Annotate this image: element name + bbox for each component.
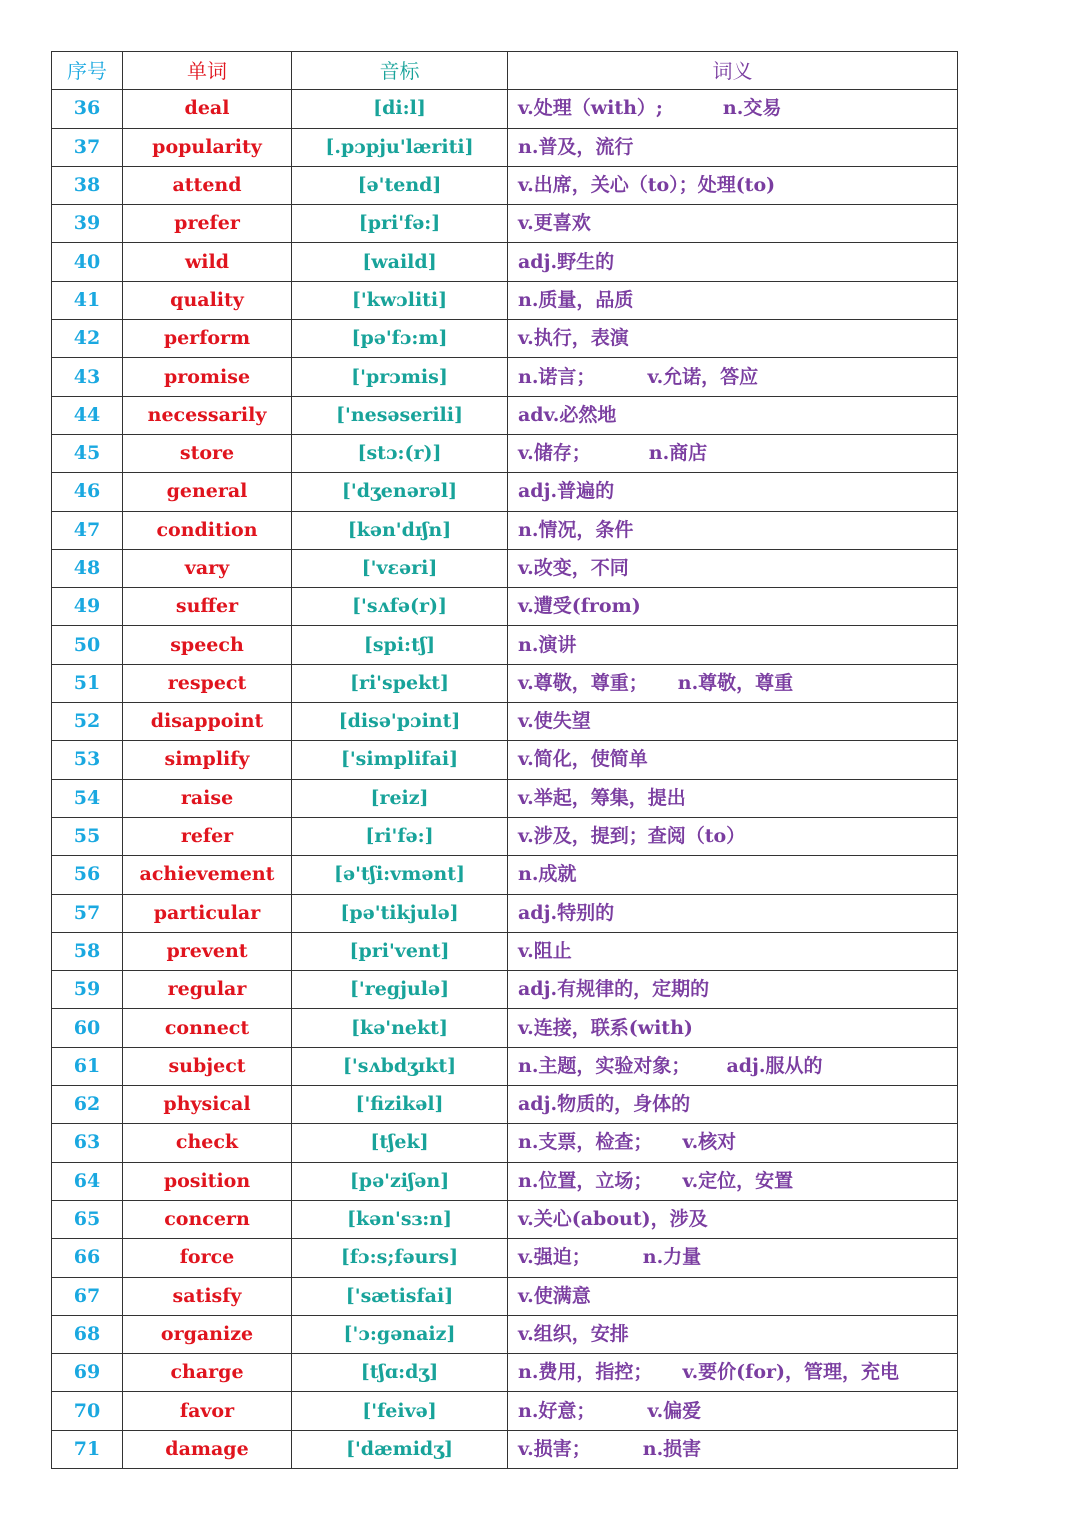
- row-word: perform: [123, 320, 292, 358]
- row-word: promise: [123, 358, 292, 396]
- table-header-row: [52, 52, 958, 90]
- row-word: prevent: [123, 932, 292, 970]
- row-word: respect: [123, 664, 292, 702]
- meaning-primary: n.质量，品质: [518, 288, 634, 311]
- row-number: 71: [52, 1430, 123, 1468]
- row-number: 56: [52, 856, 123, 894]
- row-number: 43: [52, 358, 123, 396]
- table-row: [52, 1354, 958, 1392]
- row-meaning: [508, 90, 958, 128]
- row-word: organize: [123, 1315, 292, 1353]
- table-row: [52, 1086, 958, 1124]
- row-word: favor: [123, 1392, 292, 1430]
- meaning-secondary: v.要价(for)，管理，充电: [682, 1361, 900, 1384]
- meaning-secondary: n.尊敬，尊重: [677, 671, 794, 694]
- row-number: 40: [52, 243, 123, 281]
- row-number: 66: [52, 1239, 123, 1277]
- row-word: connect: [123, 1009, 292, 1047]
- row-phonetic: [stɔ:(r)]: [292, 434, 508, 472]
- row-number: 54: [52, 779, 123, 817]
- table-row: [52, 1124, 958, 1162]
- meaning-primary: v.遭受(from): [518, 595, 641, 618]
- table-row: [52, 1430, 958, 1468]
- meaning-primary: v.举起，筹集，提出: [518, 786, 686, 809]
- table-row: [52, 1200, 958, 1238]
- meaning-primary: v.强迫；: [518, 1246, 591, 1269]
- row-phonetic: ['sʌbdʒɪkt]: [292, 1047, 508, 1085]
- meaning-primary: n.成就: [518, 863, 577, 886]
- table-row: [52, 664, 958, 702]
- row-phonetic: ['ɔ:gənaiz]: [292, 1315, 508, 1353]
- row-phonetic: [pə'fɔ:m]: [292, 320, 508, 358]
- row-phonetic: ['sʌfə(r)]: [292, 588, 508, 626]
- table-row: [52, 473, 958, 511]
- meaning-primary: n.好意；: [518, 1399, 596, 1422]
- row-meaning: [508, 894, 958, 932]
- table-row: [52, 358, 958, 396]
- row-meaning: [508, 1430, 958, 1468]
- meaning-secondary: v.偏爱: [647, 1399, 702, 1422]
- row-number: 37: [52, 128, 123, 166]
- row-meaning: [508, 281, 958, 319]
- row-number: 64: [52, 1162, 123, 1200]
- table-row: [52, 626, 958, 664]
- table-row: [52, 243, 958, 281]
- meaning-primary: n.支票，检查；: [518, 1131, 653, 1154]
- row-phonetic: [ri'spekt]: [292, 664, 508, 702]
- row-phonetic: [pri'vent]: [292, 932, 508, 970]
- table-row: [52, 1277, 958, 1315]
- row-number: 50: [52, 626, 123, 664]
- row-number: 39: [52, 205, 123, 243]
- meaning-primary: adj.野生的: [518, 250, 615, 273]
- row-meaning: [508, 205, 958, 243]
- meaning-primary: n.情况，条件: [518, 518, 634, 541]
- meaning-primary: v.改变，不同: [518, 557, 629, 579]
- row-number: 61: [52, 1047, 123, 1085]
- row-meaning: [508, 1392, 958, 1430]
- row-number: 69: [52, 1354, 123, 1392]
- meaning-primary: v.涉及，提到；查阅（to）: [518, 825, 746, 848]
- row-phonetic: [spi:tʃ]: [292, 626, 508, 664]
- table-row: [52, 1162, 958, 1200]
- row-number: 63: [52, 1124, 123, 1162]
- row-phonetic: [pri'fə:]: [292, 205, 508, 243]
- meaning-primary: n.诺言；: [518, 365, 596, 388]
- row-phonetic: [kən'sɜ:n]: [292, 1200, 508, 1238]
- row-phonetic: ['simplifai]: [292, 741, 508, 779]
- row-word: charge: [123, 1354, 292, 1392]
- meaning-secondary: v.定位，安置: [682, 1169, 794, 1192]
- row-phonetic: ['vɛəri]: [292, 549, 508, 587]
- table-row: [52, 205, 958, 243]
- row-word: deal: [123, 90, 292, 128]
- table-row: [52, 1315, 958, 1353]
- row-meaning: [508, 588, 958, 626]
- row-word: disappoint: [123, 703, 292, 741]
- meaning-primary: v.储存；: [518, 442, 591, 465]
- table-row: [52, 856, 958, 894]
- row-meaning: [508, 243, 958, 281]
- row-phonetic: [kən'dɪʃn]: [292, 511, 508, 549]
- meaning-primary: adj.有规律的，定期的: [518, 978, 710, 1001]
- row-phonetic: [pə'ziʃən]: [292, 1162, 508, 1200]
- row-word: vary: [123, 549, 292, 587]
- row-phonetic: [tʃek]: [292, 1124, 508, 1162]
- row-meaning: [508, 128, 958, 166]
- row-number: 48: [52, 549, 123, 587]
- meaning-primary: adj.物质的，身体的: [518, 1093, 691, 1116]
- row-number: 62: [52, 1086, 123, 1124]
- row-word: position: [123, 1162, 292, 1200]
- row-meaning: [508, 320, 958, 358]
- table-row: [52, 894, 958, 932]
- table-row: [52, 1047, 958, 1085]
- row-number: 57: [52, 894, 123, 932]
- row-word: physical: [123, 1086, 292, 1124]
- row-phonetic: ['dʒenərəl]: [292, 473, 508, 511]
- row-phonetic: ['regjulə]: [292, 971, 508, 1009]
- vocabulary-table: [51, 51, 958, 1469]
- meaning-primary: v.组织，安排: [518, 1322, 629, 1345]
- row-meaning: [508, 473, 958, 511]
- row-meaning: [508, 1009, 958, 1047]
- row-number: 59: [52, 971, 123, 1009]
- table-row: [52, 396, 958, 434]
- row-phonetic: ['kwɔliti]: [292, 281, 508, 319]
- row-word: refer: [123, 817, 292, 855]
- row-number: 52: [52, 703, 123, 741]
- row-number: 46: [52, 473, 123, 511]
- row-number: 44: [52, 396, 123, 434]
- meaning-secondary: n.力量: [642, 1246, 702, 1269]
- row-phonetic: ['fizikəl]: [292, 1086, 508, 1124]
- row-word: suffer: [123, 588, 292, 626]
- row-phonetic: [.pɔpju'læriti]: [292, 128, 508, 166]
- table-row: [52, 549, 958, 587]
- table-row: [52, 434, 958, 472]
- table-body: [52, 90, 958, 1469]
- row-number: 47: [52, 511, 123, 549]
- meaning-secondary: n.损害: [642, 1437, 702, 1460]
- table-row: [52, 817, 958, 855]
- row-phonetic: [fɔ:s;fəurs]: [292, 1239, 508, 1277]
- row-meaning: [508, 1124, 958, 1162]
- row-meaning: [508, 166, 958, 204]
- row-word: raise: [123, 779, 292, 817]
- table-row: [52, 320, 958, 358]
- row-phonetic: [pə'tikjulə]: [292, 894, 508, 932]
- meaning-primary: v.更喜欢: [518, 212, 591, 235]
- row-number: 36: [52, 90, 123, 128]
- row-meaning: [508, 1315, 958, 1353]
- row-word: simplify: [123, 741, 292, 779]
- row-number: 70: [52, 1392, 123, 1430]
- table-row: [52, 281, 958, 319]
- meaning-primary: v.处理（with）;: [518, 97, 663, 120]
- row-word: attend: [123, 166, 292, 204]
- row-meaning: [508, 1162, 958, 1200]
- table-row: [52, 1392, 958, 1430]
- row-phonetic: ['prɔmis]: [292, 358, 508, 396]
- meaning-primary: v.出席，关心（to）；处理(to): [518, 174, 776, 197]
- table-row: [52, 128, 958, 166]
- row-meaning: [508, 626, 958, 664]
- row-meaning: [508, 817, 958, 855]
- meaning-primary: v.执行，表演: [518, 327, 629, 350]
- row-phonetic: [disə'pɔint]: [292, 703, 508, 741]
- row-word: particular: [123, 894, 292, 932]
- row-word: achievement: [123, 856, 292, 894]
- row-number: 42: [52, 320, 123, 358]
- row-meaning: [508, 434, 958, 472]
- row-phonetic: [kə'nekt]: [292, 1009, 508, 1047]
- meaning-primary: v.关心(about)，涉及: [518, 1208, 708, 1231]
- meaning-primary: v.简化，使简单: [518, 748, 648, 771]
- header-phonetic: 音标: [292, 52, 508, 90]
- row-meaning: [508, 549, 958, 587]
- row-number: 55: [52, 817, 123, 855]
- row-phonetic: [tʃɑ:dʒ]: [292, 1354, 508, 1392]
- meaning-primary: adj.普遍的: [518, 480, 615, 503]
- table-row: [52, 166, 958, 204]
- row-number: 49: [52, 588, 123, 626]
- row-meaning: [508, 511, 958, 549]
- meaning-secondary: v.允诺，答应: [647, 365, 759, 388]
- row-phonetic: [waild]: [292, 243, 508, 281]
- row-word: wild: [123, 243, 292, 281]
- row-phonetic: [ri'fə:]: [292, 817, 508, 855]
- table-row: [52, 779, 958, 817]
- header-number: 序号: [52, 52, 123, 90]
- header-word: 单词: [123, 52, 292, 90]
- row-meaning: [508, 1047, 958, 1085]
- table-row: [52, 1239, 958, 1277]
- table-row: [52, 511, 958, 549]
- meaning-primary: v.阻止: [518, 939, 572, 962]
- row-meaning: [508, 1354, 958, 1392]
- row-word: quality: [123, 281, 292, 319]
- row-number: 58: [52, 932, 123, 970]
- row-word: check: [123, 1124, 292, 1162]
- row-meaning: [508, 703, 958, 741]
- row-word: popularity: [123, 128, 292, 166]
- row-meaning: [508, 1239, 958, 1277]
- meaning-primary: v.损害；: [518, 1437, 591, 1460]
- row-phonetic: [ə'tend]: [292, 166, 508, 204]
- meaning-primary: adv.必然地: [518, 403, 617, 426]
- meaning-secondary: adj.服从的: [726, 1054, 823, 1077]
- meaning-secondary: v.核对: [682, 1131, 737, 1154]
- table-row: [52, 932, 958, 970]
- row-meaning: [508, 664, 958, 702]
- meaning-primary: n.位置，立场；: [518, 1169, 653, 1192]
- row-number: 51: [52, 664, 123, 702]
- row-word: store: [123, 434, 292, 472]
- row-meaning: [508, 971, 958, 1009]
- meaning-primary: n.演讲: [518, 633, 577, 656]
- row-number: 41: [52, 281, 123, 319]
- table-row: [52, 741, 958, 779]
- row-meaning: [508, 396, 958, 434]
- table-row: [52, 588, 958, 626]
- row-word: prefer: [123, 205, 292, 243]
- row-word: necessarily: [123, 396, 292, 434]
- header-meaning: 词义: [508, 52, 958, 90]
- row-word: satisfy: [123, 1277, 292, 1315]
- row-meaning: [508, 1086, 958, 1124]
- meaning-primary: n.主题，实验对象；: [518, 1054, 691, 1077]
- row-number: 67: [52, 1277, 123, 1315]
- row-meaning: [508, 779, 958, 817]
- row-number: 60: [52, 1009, 123, 1047]
- row-meaning: [508, 1200, 958, 1238]
- row-word: condition: [123, 511, 292, 549]
- row-word: damage: [123, 1430, 292, 1468]
- row-phonetic: ['dæmidʒ]: [292, 1430, 508, 1468]
- row-meaning: [508, 741, 958, 779]
- table-row: [52, 703, 958, 741]
- row-number: 68: [52, 1315, 123, 1353]
- row-word: concern: [123, 1200, 292, 1238]
- table-row: [52, 90, 958, 128]
- meaning-primary: v.使满意: [518, 1284, 591, 1307]
- row-phonetic: [reiz]: [292, 779, 508, 817]
- meaning-primary: n.费用，指控；: [518, 1361, 653, 1384]
- table-row: [52, 1009, 958, 1047]
- meaning-primary: v.使失望: [518, 710, 591, 733]
- row-phonetic: [di:l]: [292, 90, 508, 128]
- row-phonetic: ['feivə]: [292, 1392, 508, 1430]
- row-word: speech: [123, 626, 292, 664]
- row-word: subject: [123, 1047, 292, 1085]
- row-phonetic: ['nesəserili]: [292, 396, 508, 434]
- row-meaning: [508, 358, 958, 396]
- table-row: [52, 971, 958, 1009]
- row-meaning: [508, 856, 958, 894]
- row-number: 38: [52, 166, 123, 204]
- row-word: force: [123, 1239, 292, 1277]
- meaning-primary: v.尊敬，尊重；: [518, 671, 648, 694]
- row-phonetic: ['sætisfai]: [292, 1277, 508, 1315]
- meaning-primary: adj.特别的: [518, 901, 615, 924]
- row-meaning: [508, 932, 958, 970]
- row-word: general: [123, 473, 292, 511]
- meaning-primary: n.普及，流行: [518, 135, 634, 158]
- row-phonetic: [ə'tʃi:vmənt]: [292, 856, 508, 894]
- row-number: 53: [52, 741, 123, 779]
- meaning-secondary: n.交易: [722, 97, 782, 120]
- row-number: 45: [52, 434, 123, 472]
- row-meaning: [508, 1277, 958, 1315]
- meaning-secondary: n.商店: [648, 442, 708, 465]
- meaning-primary: v.连接，联系(with): [518, 1016, 693, 1039]
- row-number: 65: [52, 1200, 123, 1238]
- row-word: regular: [123, 971, 292, 1009]
